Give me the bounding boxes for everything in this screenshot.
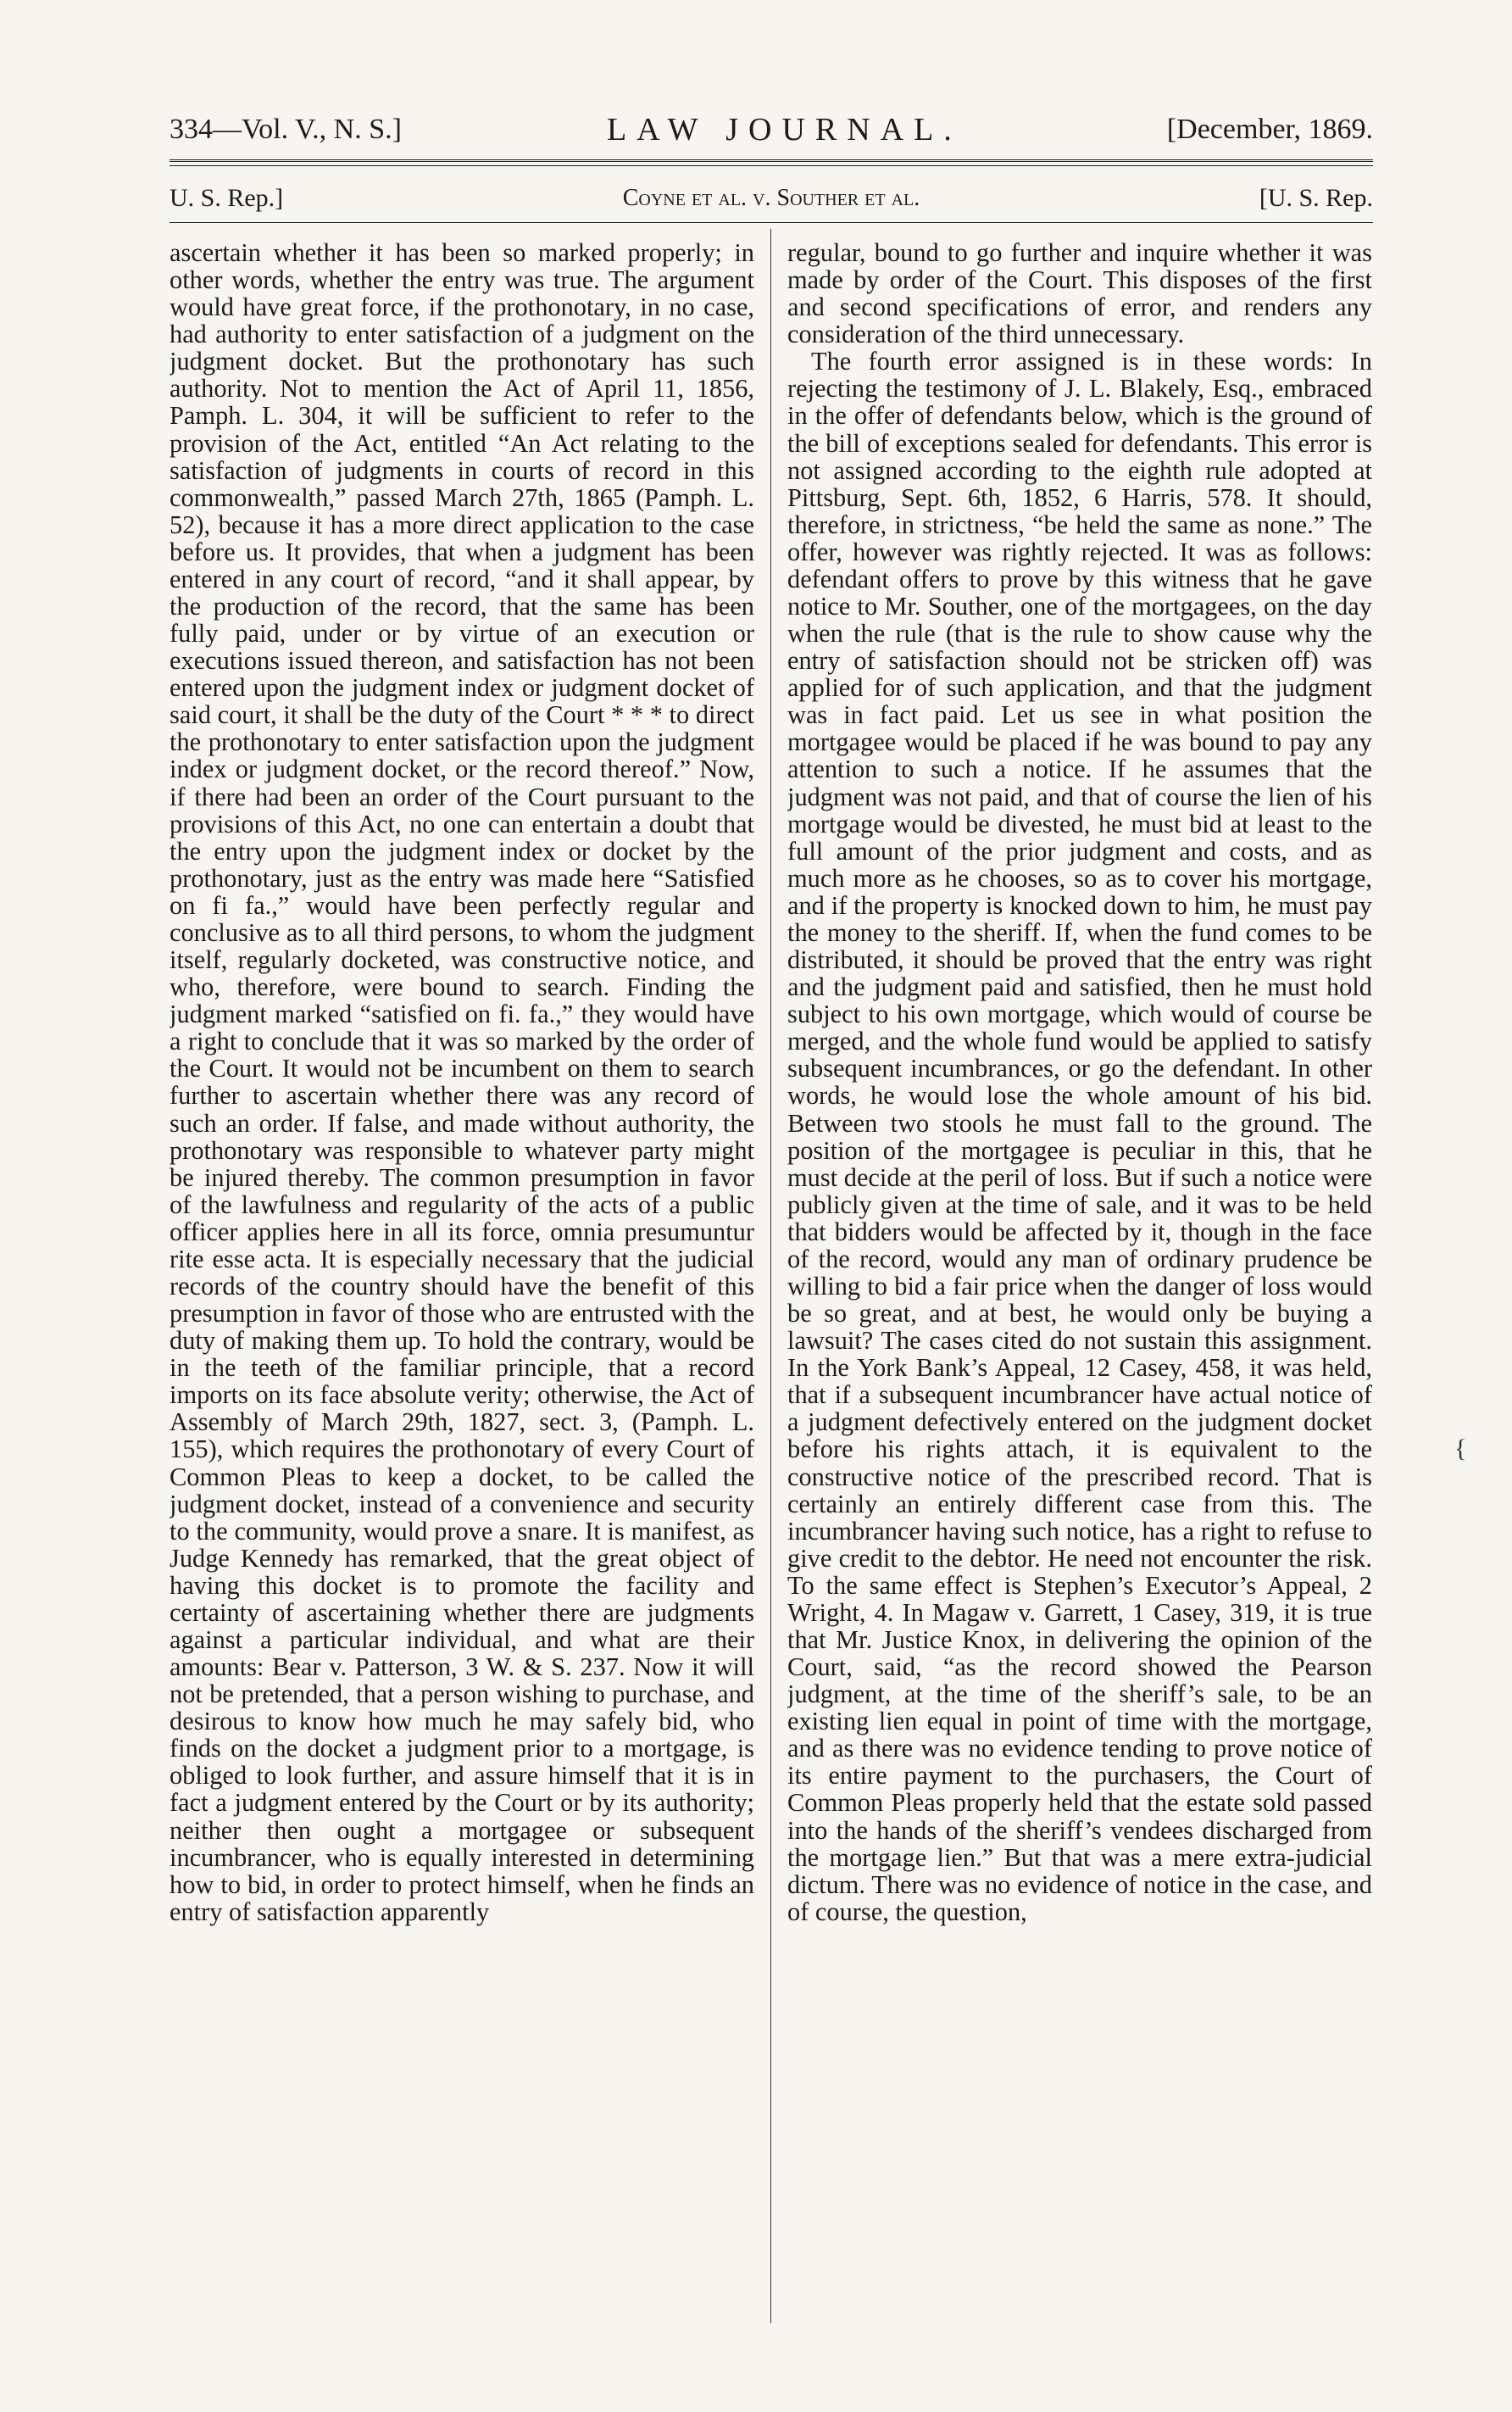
right-paragraph-2: The fourth error assigned is in these words: In rejecting the testimony of J. L. Blakely, Esq., embraced in the offer of defendants below, which is the ground of the bill of exceptions sealed for defendants. This error is not assigned according to the eighth rule adopted at Pittsburg, Sept. 6th, 1852, 6 Harris, 578. It should, therefore, in strictness, “be held the same as none.” The offer, however was rightly rejected. It was as follows: defendant offers to prove by this witness that he gave notice to Mr. Souther, one of the mortgagees, on the day when the rule (that is the rule to show cause why the entry of satisfaction should not be stricken off) was applied for of such application, and that the judgment was in fact paid. Let us see in what position the mortgagee would be placed if he was bound to pay any attention to such a notice. If he assumes that the judgment was not paid, and that of course the lien of his mortgage would be divested, he must bid at least to the full amount of the prior judgment and costs, and as much more as he chooses, so as to cover his mortgage, and if the property is knocked down to him, he must pay the money to the sheriff. If, when the fund comes to be distributed, it should be proved that the entry was right and the judgment paid and satisfied, then he must hold subject to his own mortgage, which would of course be merged, and the whole fund would be applied to satisfy subsequent incumbrances, or go the defendant. In other words, he would lose the whole amount of his bid. Between two stools he must fall to the ground. The position of the mortgagee is peculiar in this, that he must decide at the peril of loss. But if such a notice were publicly given at the time of sale, and it was to be held that bidders would be affected by it, though in the face of the record, would any man of ordinary prudence be willing to bid a fair price when the danger of loss would be so great, and at best, he would only be buying a lawsuit? The cases cited do not sustain this assignment. In the York Bank’s Appeal, 12 Casey, 458, it was held, that if a subsequent incumbrancer have actual notice of a judgment defectively entered on the judgment docket before his rights attach, it is equivalent to the constructive notice of the prescribed record. That is certainly an entirely different case from this. The incumbrancer having such notice, has a right to refuse to give credit to the debtor. He need not encounter the risk. To the same effect is Stephen’s Executor’s Appeal, 2 Wright, 4. In Magaw v. Garrett, 1 Casey, 319, it is true that Mr. Justice Knox, in delivering the opinion of the Court, said, “as the record showed the Pearson judgment, at the time of the sheriff’s sale, to be an existing lien equal in point of time with the mortgage, and as there was no evidence tending to prove notice of its entire payment to the purchasers, the Court of Common Pleas properly held that the estate sold passed into the hands of the sheriff’s vendees discharged from the mortgage lien.” But that was a mere extra-judicial dictum. There was no evidence of notice in the case, and of course, the question, [787,347,1372,1926]
case-header-rule [170,222,1373,223]
header-page-volume: 334—Vol. V., N. S.] [170,114,402,145]
case-header [170,181,1373,215]
column-divider [770,229,771,2323]
right-paragraph-1: regular, bound to go further and inquire whether it was made by order of the Court. This disposes of the first and second specifications of error, and renders any consideration of the third unnecessary. [787,239,1372,349]
right-column [787,239,1372,2316]
case-reporter-right: [U. S. Rep. [1259,184,1373,212]
case-reporter-left: U. S. Rep.] [170,184,284,212]
header-date: [December, 1869. [1166,114,1373,145]
margin-mark: { [1454,1434,1467,1462]
header-journal-title: LAW JOURNAL. [606,112,962,148]
left-paragraph-1: ascertain whether it has been so marked properly; in other words, whether the entry was true. The argument would have great force, if the prothonotary, in no case, had authority to enter satisfaction of a judgment on the judgment docket. But the prothonotary has such authority. Not to mention the Act of April 11, 1856, Pamph. L. 304, it will be sufficient to refer to the provision of the Act, entitled “An Act relating to the satisfaction of judgments in courts of record in this commonwealth,” passed March 27th, 1865 (Pamph. L. 52), because it has a more direct application to the case before us. It provides, that when a judgment has been entered in any court of record, “and it shall appear, by the production of the record, that the same has been fully paid, under or by virtue of an execution or executions issued thereon, and satisfaction has not been entered upon the judgment index or judgment docket of said court, it shall be the duty of the Court * * * to direct the prothonotary to enter satisfaction upon the judgment index or judgment docket, or the record thereof.” Now, if there had been an order of the Court pursuant to the provisions of this Act, no one can entertain a doubt that the entry upon the judgment index or docket by the prothonotary, just as the entry was made here “Satisfied on fi fa.,” would have been perfectly regular and conclusive as to all third persons, to whom the judgment itself, regularly docketed, was constructive notice, and who, therefore, were bound to search. Finding the judgment marked “satisfied on fi. fa.,” they would have a right to conclude that it was so marked by the order of the Court. It would not be incumbent on them to search further to ascertain whether there was any record of such an order. If false, and made without authority, the prothonotary was responsible to whatever party might be injured thereby. The common presumption in favor of the lawfulness and regularity of the acts of a public officer applies here in all its force, omnia presumuntur rite esse acta. It is especially necessary that the judicial records of the country should have the benefit of this presumption in favor of those who are entrusted with the duty of making them up. To hold the contrary, would be in the teeth of the familiar principle, that a record imports on its face absolute verity; otherwise, the Act of Assembly of March 29th, 1827, sect. 3, (Pamph. L. 155), which requires the prothonotary of every Court of Common Pleas to keep a docket, to be called the judgment docket, instead of a convenience and security to the community, would prove a snare. It is manifest, as Judge Kennedy has remarked, that the great object of having this docket is to promote the facility and certainty of ascertaining whether there are judgments against a particular individual, and what are their amounts: Bear v. Patterson, 3 W. & S. 237. Now it will not be pretended, that a person wishing to purchase, and desirous to know how much he may safely bid, who finds on the docket a judgment prior to a mortgage, is obliged to look further, and assure himself that it is in fact a judgment entered by the Court or by its authority; neither then ought a mortgagee or subsequent incumbrancer, who is equally interested in determining how to bid, in order to protect himself, when he finds an entry of satisfaction apparently [170,239,754,1926]
header-double-rule [170,159,1373,166]
left-column [170,239,754,2316]
case-title: Coyne et al. v. Souther et al. [622,185,920,211]
running-header [170,109,1373,151]
